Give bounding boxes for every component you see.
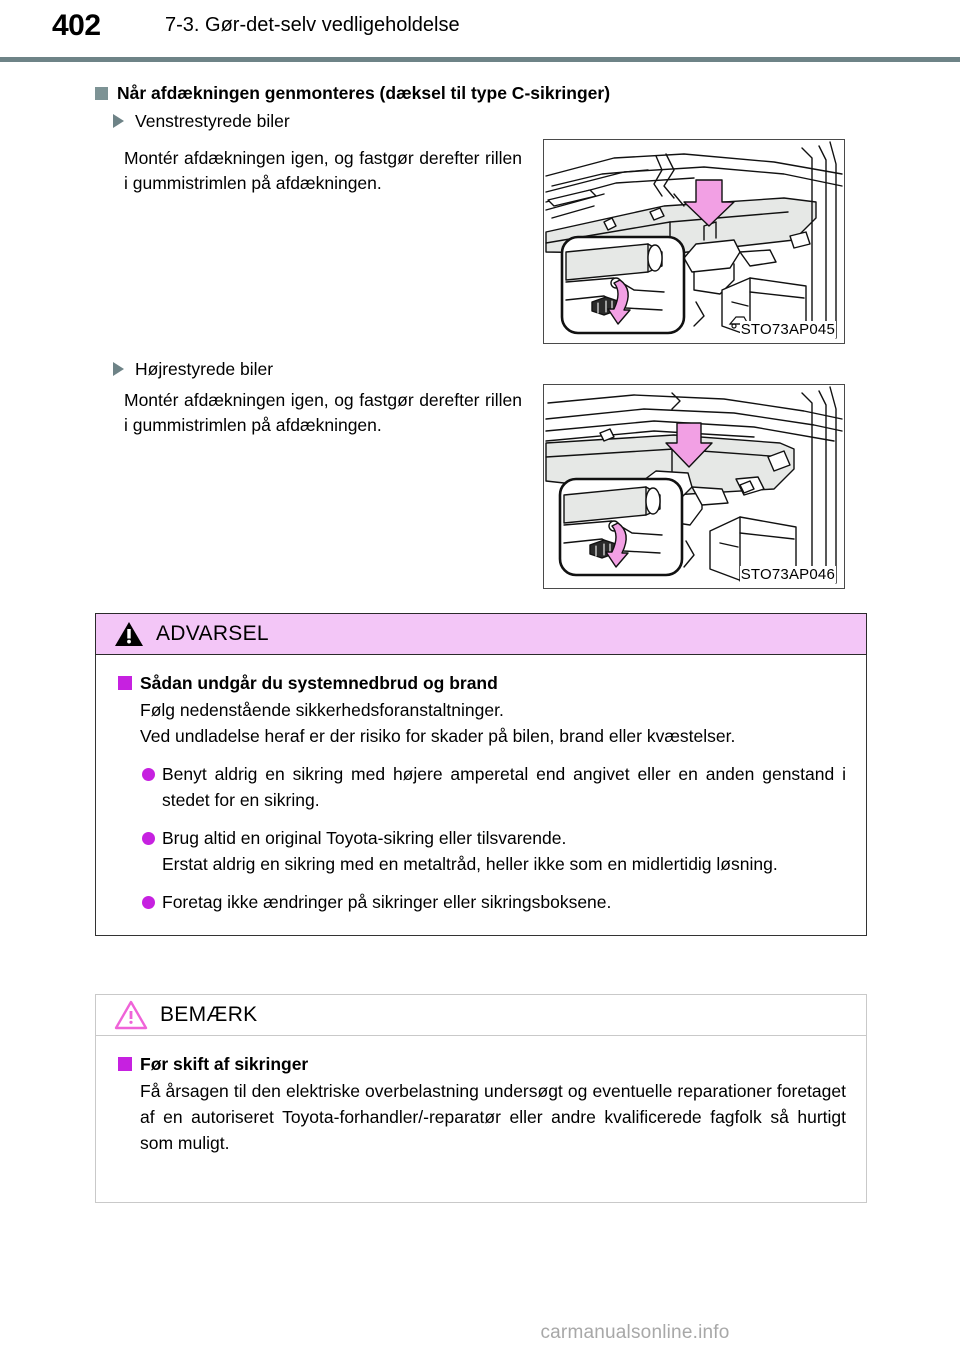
warning-heading [118,671,846,695]
triangle-bullet-icon [113,114,124,128]
magenta-square-bullet-icon [118,676,132,690]
warning-callout-body [95,655,867,936]
figure-rhd-code: STO73AP046 [740,566,835,583]
warning-heading-label: Sådan undgår du systemnedbrud og brand [140,673,498,693]
subsection-lhd-body: Montér afdækningen igen, og fastgør derefter rillen i gummistrimlen på afdækningen. [124,148,522,193]
page-number: 402 [52,9,101,42]
magenta-dot-bullet-icon [142,832,155,845]
notice-heading [118,1052,846,1076]
warning-intro-line-1: Følg nedenstående sikkerhedsforanstaltninger. [140,700,504,720]
page-title: 7-3. Gør-det-selv vedligeholdelse [165,14,460,36]
warning-item-text: Brug altid en original Toyota-sikring eller tilsvarende. [162,828,567,848]
figure-lhd-code: STO73AP045 [740,321,835,338]
section-heading [95,82,817,104]
subsection-rhd-text [124,388,522,438]
fuse-cover-refit-rhd-illustration [544,385,844,588]
notice-triangle-icon [114,1000,148,1030]
footer-watermark [0,1322,960,1344]
header-divider [0,57,960,62]
fuse-cover-refit-lhd-illustration [544,140,844,343]
warning-callout-title: ADVARSEL [156,622,269,645]
warning-callout [95,613,867,936]
subheading-lhd [113,110,535,132]
warning-callout-header [95,613,867,655]
magenta-dot-bullet-icon [142,896,155,909]
notice-callout-header [95,994,867,1036]
subheading-lhd-label: Venstrestyrede biler [135,111,290,131]
notice-callout [95,994,867,1203]
figure-rhd [543,384,845,589]
warning-list-item [118,889,846,915]
notice-callout-title: BEMÆRK [160,1003,258,1026]
notice-heading-label: Før skift af sikringer [140,1054,309,1074]
warning-item-subtext: Erstat aldrig en sikring med en metaltråd, heller ikke som en midlertidig løsning. [162,854,778,874]
warning-list-item [118,825,846,877]
subsection-lhd-text [124,146,522,196]
warning-item-text: Foretag ikke ændringer på sikringer eller sikringsboksene. [162,892,612,912]
section-heading-label: Når afdækningen genmonteres (dæksel til type C-sikringer) [117,83,611,103]
warning-item-text: Benyt aldrig en sikring med højere amperetal end angivet eller en anden genstand i stedet for en sikring. [162,764,846,810]
figure-lhd [543,139,845,344]
magenta-dot-bullet-icon [142,768,155,781]
warning-list-item [118,761,846,813]
subsection-rhd-body: Montér afdækningen igen, og fastgør derefter rillen i gummistrimlen på afdækningen. [124,390,522,435]
page-header [0,0,960,62]
magenta-square-bullet-icon [118,1057,132,1071]
square-bullet-icon [95,87,108,100]
watermark-label: carmanualsonline.info [540,1322,730,1343]
notice-body-text: Få årsagen til den elektriske overbelastning undersøgt og eventuelle reparationer foretaget af en autoriseret Toyota-forhandler/-reparatør eller andre kvalificerede fagfolk så hurtigt som muligt. [140,1081,846,1153]
warning-triangle-icon [114,621,144,648]
subheading-rhd [113,358,535,380]
warning-intro-line-2: Ved undladelse heraf er der risiko for skader på bilen, brand eller kvæstelser. [140,726,736,746]
subheading-rhd-label: Højrestyrede biler [135,359,274,379]
triangle-bullet-icon [113,362,124,376]
notice-callout-body [95,1036,867,1203]
